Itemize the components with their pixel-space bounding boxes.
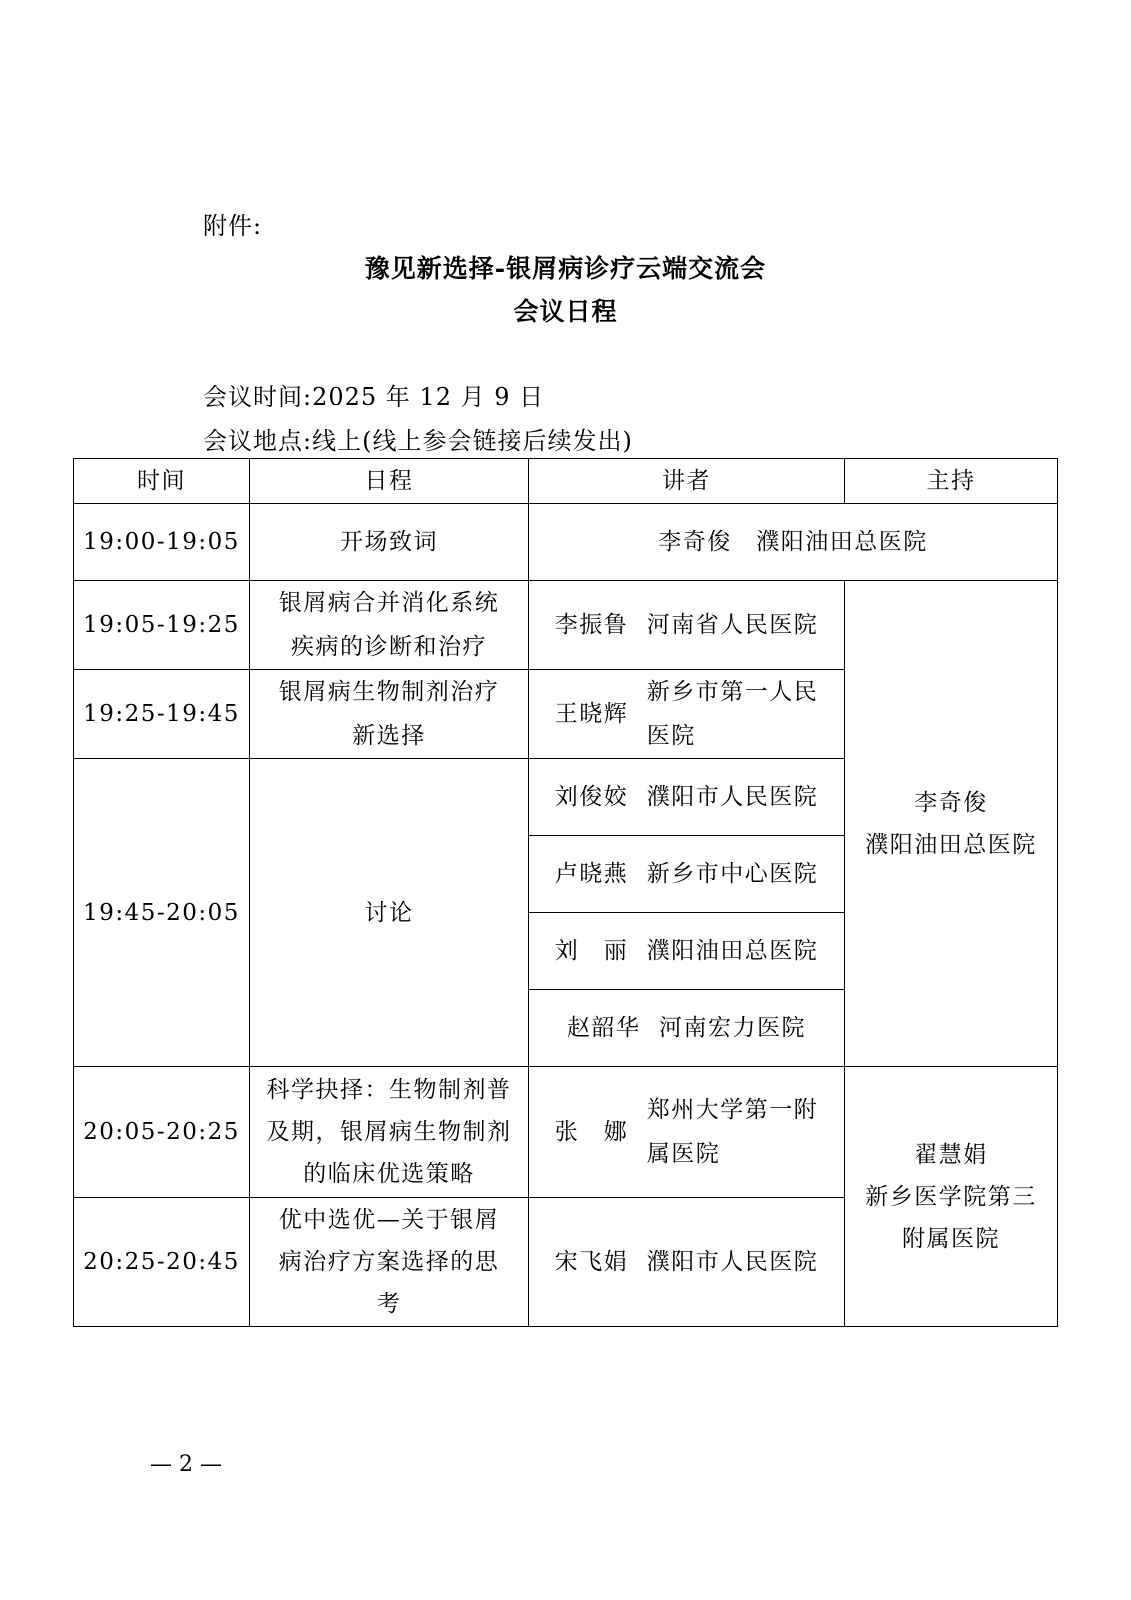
speaker-cell <box>529 581 845 670</box>
header-time: 时间 <box>74 459 250 504</box>
speaker-org: 新乡市第一人民 医院 <box>646 679 819 749</box>
speaker-cell <box>529 1067 845 1198</box>
speaker-cell: 李奇俊 濮阳油田总医院 <box>529 504 1058 581</box>
host-cell: 李奇俊 濮阳油田总医院 <box>845 581 1058 1067</box>
time-cell: 19:45-20:05 <box>74 759 250 1067</box>
host-cell: 翟慧娟 新乡医学院第三 附属医院 <box>845 1067 1058 1327</box>
speaker-name: 刘 丽 <box>554 938 629 964</box>
speaker-cell <box>529 990 845 1067</box>
document-subtitle: 会议日程 <box>513 297 618 326</box>
speaker-name: 刘俊姣 <box>554 784 629 810</box>
speaker-org: 郑州大学第一附 属医院 <box>646 1097 819 1167</box>
header-speaker: 讲者 <box>529 459 845 504</box>
time-cell: 20:05-20:25 <box>74 1067 250 1198</box>
header-agenda: 日程 <box>250 459 529 504</box>
agenda-cell: 银屑病生物制剂治疗 新选择 <box>250 670 529 759</box>
speaker-name: 王晓辉 <box>554 701 629 727</box>
speaker-org: 濮阳市人民医院 <box>646 784 819 810</box>
header-host: 主持 <box>845 459 1058 504</box>
document-title: 豫见新选择-银屑病诊疗云端交流会 <box>364 254 767 283</box>
schedule-table <box>73 458 1058 1327</box>
agenda-cell: 银屑病合并消化系统 疾病的诊断和治疗 <box>250 581 529 670</box>
speaker-org: 河南省人民医院 <box>646 612 819 638</box>
agenda-cell: 优中选优—关于银屑 病治疗方案选择的思 考 <box>250 1198 529 1327</box>
table-row <box>74 581 1058 670</box>
table-row <box>74 504 1058 581</box>
speaker-name: 卢晓燕 <box>554 861 629 887</box>
speaker-cell <box>529 759 845 836</box>
page-number: — 2 — <box>150 1452 222 1477</box>
speaker-name: 张 娜 <box>554 1119 629 1145</box>
table-row <box>74 1067 1058 1198</box>
speaker-name: 宋飞娟 <box>554 1249 629 1275</box>
speaker-cell <box>529 670 845 759</box>
speaker-name: 赵韶华 <box>567 1015 641 1041</box>
time-cell: 19:25-19:45 <box>74 670 250 759</box>
speaker-org: 河南宏力医院 <box>659 1015 806 1041</box>
speaker-name: 李振鲁 <box>554 612 629 638</box>
speaker-cell <box>529 1198 845 1327</box>
speaker-org: 濮阳油田总医院 <box>646 938 819 964</box>
meeting-time: 会议时间:2025 年 12 月 9 日 <box>203 383 545 411</box>
speaker-org: 濮阳市人民医院 <box>646 1249 819 1275</box>
agenda-cell: 讨论 <box>250 759 529 1067</box>
agenda-cell: 开场致词 <box>250 504 529 581</box>
speaker-org: 新乡市中心医院 <box>646 861 819 887</box>
meeting-place: 会议地点:线上(线上参会链接后续发出) <box>203 427 633 455</box>
table-header-row <box>74 459 1058 504</box>
speaker-cell <box>529 913 845 990</box>
speaker-cell <box>529 836 845 913</box>
time-cell: 20:25-20:45 <box>74 1198 250 1327</box>
time-cell: 19:00-19:05 <box>74 504 250 581</box>
time-cell: 19:05-19:25 <box>74 581 250 670</box>
attachment-label: 附件: <box>203 212 263 240</box>
agenda-cell: 科学抉择：生物制剂普 及期，银屑病生物制剂 的临床优选策略 <box>250 1067 529 1198</box>
